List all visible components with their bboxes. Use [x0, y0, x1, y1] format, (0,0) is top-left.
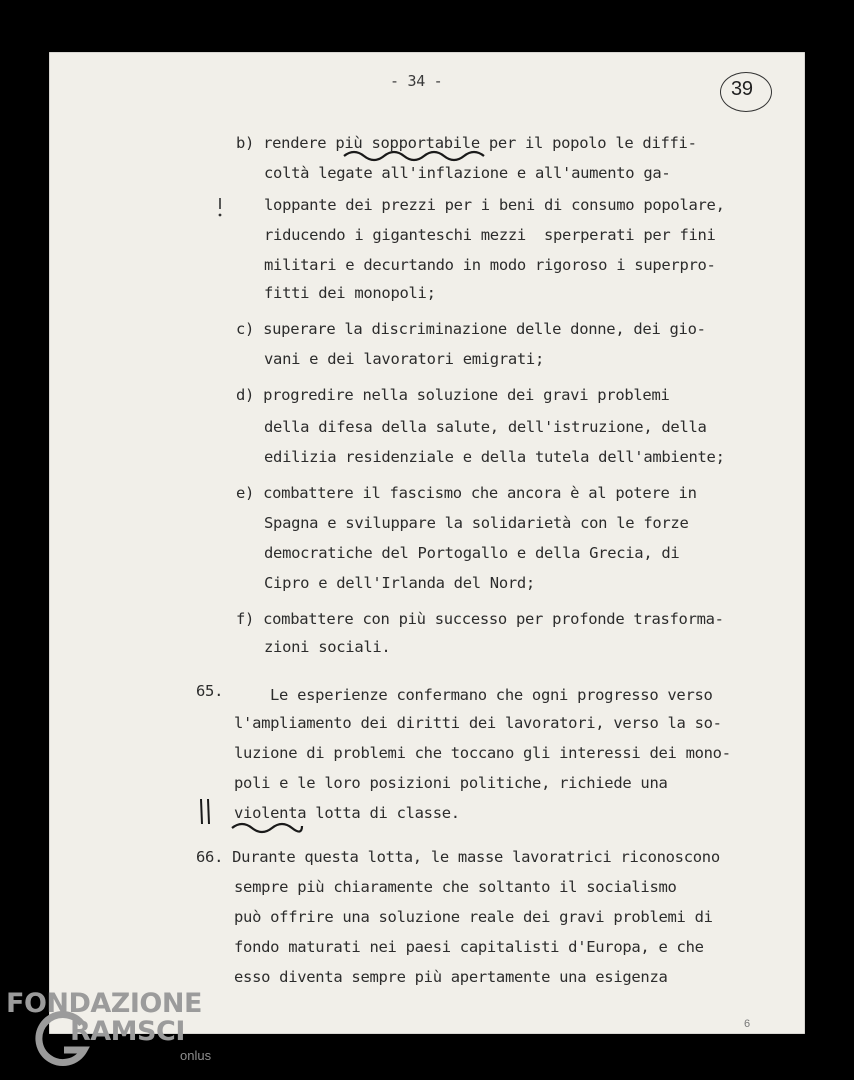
- text-line: della difesa della salute, dell'istruzione, della: [264, 418, 707, 436]
- text-line: poli e le loro posizioni politiche, richiede una: [234, 774, 668, 792]
- text-line: coltà legate all'inflazione e all'aumento ga-: [264, 164, 671, 182]
- text-line: sempre più chiaramente che soltanto il socialismo: [234, 878, 677, 896]
- page-number: - 34 -: [390, 72, 443, 90]
- archive-number: 39: [731, 78, 753, 100]
- handwritten-underline: [340, 146, 500, 166]
- text-line: riducendo i giganteschi mezzi sperperati per fini: [264, 226, 716, 244]
- text-line: fitti dei monopoli;: [264, 284, 436, 302]
- text-line: Le esperienze confermano che ogni progresso verso: [270, 686, 713, 704]
- text-line: d) progredire nella soluzione dei gravi problemi: [236, 386, 670, 404]
- text-line: militari e decurtando in modo rigoroso i superpro-: [264, 256, 716, 274]
- text-line: b) rendere più sopportabile per il popolo le diffi-: [236, 134, 697, 152]
- paragraph-number: 65.: [196, 682, 224, 700]
- text-line: può offrire una soluzione reale dei gravi problemi di: [234, 908, 713, 926]
- text-line: c) superare la discriminazione delle donne, dei gio-: [236, 320, 706, 338]
- text-line: esso diventa sempre più apertamente una esigenza: [234, 968, 668, 986]
- corner-mark: 6: [744, 1018, 751, 1030]
- text-line: 66. Durante questa lotta, le masse lavoratrici riconoscono: [196, 848, 720, 866]
- text-line: zioni sociali.: [264, 638, 391, 656]
- text-line: Cipro e dell'Irlanda del Nord;: [264, 574, 535, 592]
- logo-suffix: onlus: [180, 1048, 212, 1063]
- handwritten-margin-mark: [196, 796, 216, 828]
- text-line: fondo maturati nei paesi capitalisti d'Europa, e che: [234, 938, 704, 956]
- text-line: loppante dei prezzi per i beni di consumo popolare,: [264, 196, 725, 214]
- text-line: vani e dei lavoratori emigrati;: [264, 350, 544, 368]
- text-line: luzione di problemi che toccano gli interessi dei mono-: [234, 744, 731, 762]
- handwritten-underline: [228, 818, 308, 836]
- margin-tick-mark: [214, 196, 226, 220]
- text-line: Spagna e sviluppare la solidarietà con le forze: [264, 514, 689, 532]
- logo-line2: RAMSCI: [70, 1016, 185, 1047]
- text-line: e) combattere il fascismo che ancora è al potere in: [236, 484, 697, 502]
- fondazione-gramsci-logo: [4, 988, 234, 1078]
- text-line: f) combattere con più successo per profonde trasforma-: [236, 610, 724, 628]
- text-line: democratiche del Portogallo e della Grecia, di: [264, 544, 680, 562]
- text-line: violenta lotta di classe.: [234, 804, 460, 822]
- text-line: l'ampliamento dei diritti dei lavoratori, verso la so-: [234, 714, 722, 732]
- text-line: edilizia residenziale e della tutela dell'ambiente;: [264, 448, 725, 466]
- logo-line1: FONDAZIONE: [6, 988, 202, 1019]
